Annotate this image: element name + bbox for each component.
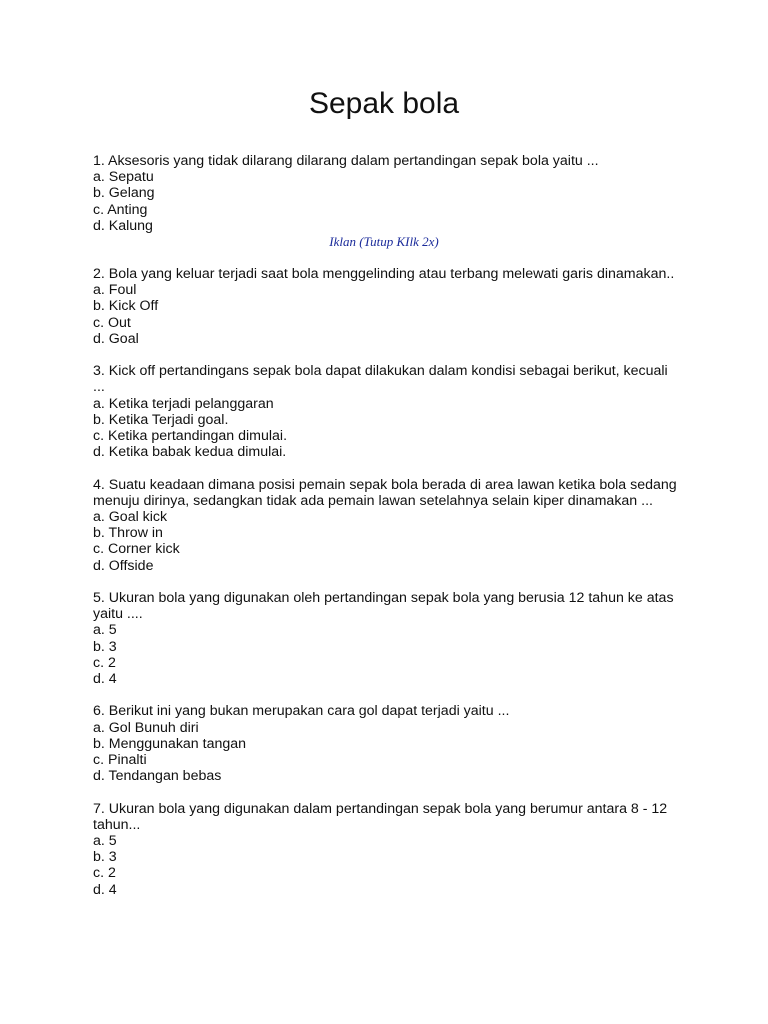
question-text: 5. Ukuran bola yang digunakan oleh pertandingan sepak bola yang berusia 12 tahun ke atas yaitu .... xyxy=(93,590,674,623)
option-a: a. 5 xyxy=(93,622,117,639)
option-b: b. 3 xyxy=(93,638,117,655)
option-b: b. 3 xyxy=(93,849,117,866)
question-2 xyxy=(93,266,683,347)
option-b: b. Throw in xyxy=(93,525,163,542)
option-d: d. Kalung xyxy=(93,217,153,234)
option-c: c. 2 xyxy=(93,654,116,671)
option-c: c. Ketika pertandingan dimulai. xyxy=(93,428,288,445)
option-d: d. Offside xyxy=(93,557,154,574)
option-a: a. Goal kick xyxy=(93,509,168,526)
option-c: c. Corner kick xyxy=(93,541,180,558)
question-1 xyxy=(93,153,683,234)
option-c: c. Pinalti xyxy=(93,752,147,769)
option-b: b. Menggunakan tangan xyxy=(93,735,247,752)
option-a: a. Sepatu xyxy=(93,169,154,186)
option-c: c. 2 xyxy=(93,865,116,882)
option-a: a. Gol Bunuh diri xyxy=(93,719,199,736)
question-6 xyxy=(93,703,683,784)
question-5 xyxy=(93,590,683,687)
option-d: d. Tendangan bebas xyxy=(93,768,222,785)
option-a: a. 5 xyxy=(93,833,117,850)
quiz-content xyxy=(93,153,683,914)
option-b: b. Ketika Terjadi goal. xyxy=(93,411,229,428)
option-b: b. Gelang xyxy=(93,185,155,202)
ad-close-link[interactable]: Iklan (Tutup KIlk 2x) xyxy=(329,234,439,250)
question-text: 7. Ukuran bola yang digunakan dalam pertandingan sepak bola yang berumur antara 8 - 12 tahun... xyxy=(93,800,668,833)
question-text: 4. Suatu keadaan dimana posisi pemain sepak bola berada di area lawan ketika bola sedang menuju dirinya, sedangkan tidak ada pemain lawan setelahnya selain kiper dinamakan ... xyxy=(93,476,677,509)
option-a: a. Ketika terjadi pelanggaran xyxy=(93,395,274,412)
question-7 xyxy=(93,801,683,898)
page-title: Sepak bola xyxy=(308,87,460,120)
option-c: c. Out xyxy=(93,314,131,331)
option-b: b. Kick Off xyxy=(93,298,159,315)
question-3 xyxy=(93,363,683,460)
option-a: a. Foul xyxy=(93,282,137,299)
ad-container xyxy=(93,234,683,250)
option-d: d. Goal xyxy=(93,330,139,347)
question-text: 2. Bola yang keluar terjadi saat bola menggelinding atau terbang melewati garis dinamakan.. xyxy=(93,266,675,283)
option-d: d. Ketika babak kedua dimulai. xyxy=(93,444,287,461)
question-text: 1. Aksesoris yang tidak dilarang dilarang dalam pertandingan sepak bola yaitu ... xyxy=(93,153,599,169)
option-d: d. 4 xyxy=(93,881,117,898)
option-d: d. 4 xyxy=(93,671,117,688)
option-c: c. Anting xyxy=(93,201,148,218)
question-text: 3. Kick off pertandingans sepak bola dapat dilakukan dalam kondisi sebagai berikut, kecuali ... xyxy=(93,363,668,396)
question-4 xyxy=(93,477,683,574)
question-text: 6. Berikut ini yang bukan merupakan cara gol dapat terjadi yaitu ... xyxy=(93,703,510,720)
